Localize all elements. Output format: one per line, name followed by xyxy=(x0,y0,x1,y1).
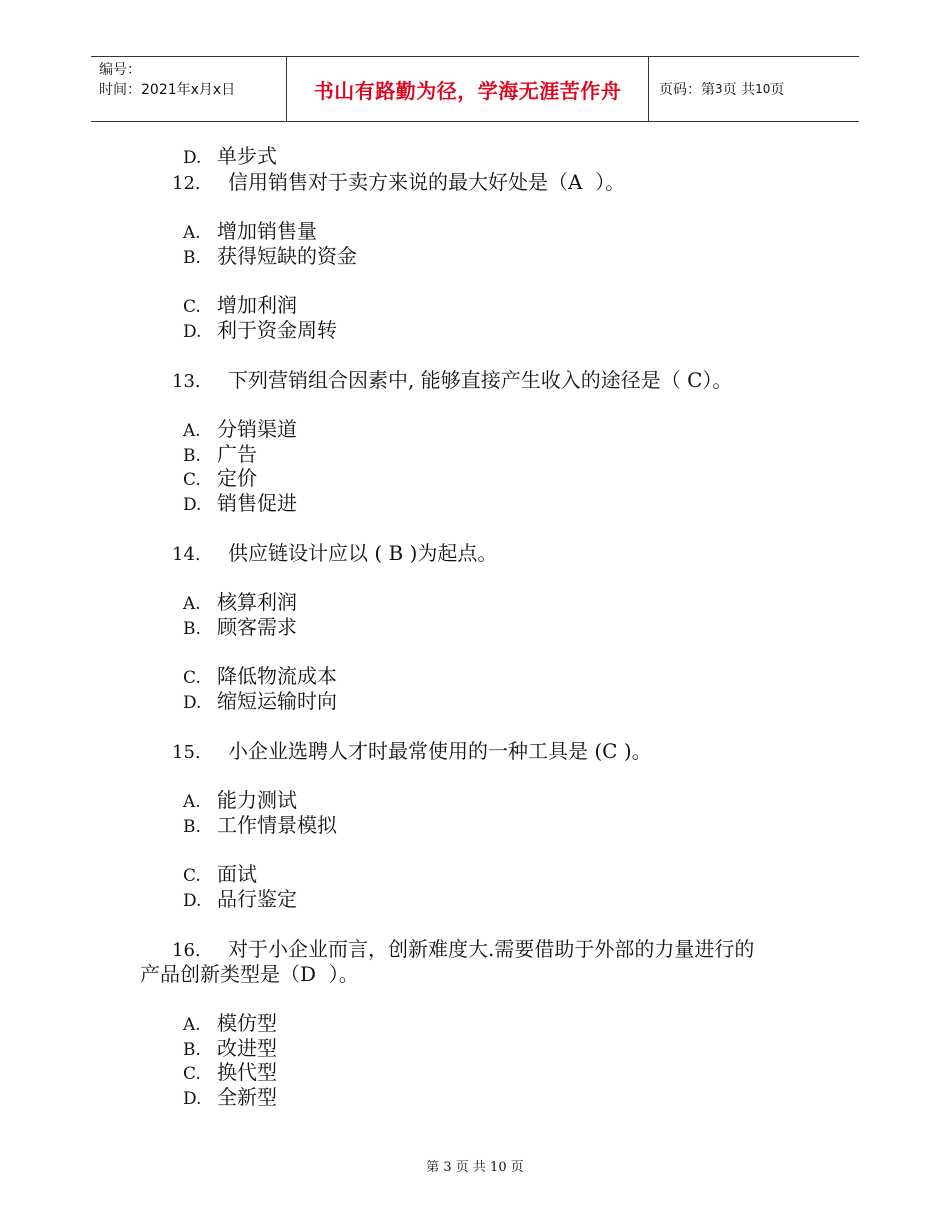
option-text: 面试 xyxy=(217,862,257,886)
question-text: 对于小企业而言，创新难度大.需要借助于外部的力量进行的 xyxy=(228,937,755,961)
option-label: A. xyxy=(183,1015,201,1035)
option-text: 换代型 xyxy=(217,1060,277,1084)
option-label: B. xyxy=(183,248,201,268)
option-text: 广告 xyxy=(217,442,257,466)
option-label: B. xyxy=(183,817,201,837)
option-q11-d xyxy=(183,144,277,170)
question-16-continuation: 产品创新类型是（D ）。 xyxy=(140,962,359,986)
option-label: D. xyxy=(183,148,202,168)
question-13 xyxy=(172,368,732,394)
option-label: A. xyxy=(183,594,201,614)
option-text: 获得短缺的资金 xyxy=(217,244,357,268)
option-q15-c xyxy=(183,862,257,888)
page-footer: 第 3 页 共 10 页 xyxy=(426,1160,524,1175)
date-label: 时间：2021年x月x日 xyxy=(99,82,236,98)
option-text: 工作情景模拟 xyxy=(217,813,337,837)
option-q13-a xyxy=(183,417,297,443)
header-page-info xyxy=(649,57,859,121)
question-number: 16. xyxy=(172,940,201,961)
question-text: 信用销售对于卖方来说的最大好处是（A ）。 xyxy=(228,170,626,194)
option-label: D. xyxy=(183,891,202,911)
option-q15-d xyxy=(183,887,297,913)
option-text: 核算利润 xyxy=(217,590,297,614)
option-q13-b xyxy=(183,442,257,468)
option-q12-c xyxy=(183,293,297,319)
header-meta xyxy=(91,57,287,121)
option-text: 分销渠道 xyxy=(217,417,297,441)
option-q16-c xyxy=(183,1060,277,1086)
option-label: C. xyxy=(183,866,201,886)
option-q13-c xyxy=(183,466,257,492)
option-text: 品行鉴定 xyxy=(217,887,297,911)
option-text: 单步式 xyxy=(217,144,277,168)
option-text: 能力测试 xyxy=(217,788,297,812)
option-q12-b xyxy=(183,244,357,270)
option-q15-a xyxy=(183,788,297,814)
question-12 xyxy=(172,170,625,196)
question-14 xyxy=(172,541,497,567)
option-text: 顾客需求 xyxy=(217,615,297,639)
option-label: A. xyxy=(183,223,201,243)
option-q16-d xyxy=(183,1085,277,1111)
option-label: C. xyxy=(183,1064,201,1084)
question-number: 13. xyxy=(172,371,201,392)
option-label: D. xyxy=(183,1089,202,1109)
question-text: 小企业选聘人才时最常使用的一种工具是 (C )。 xyxy=(228,739,652,763)
option-label: B. xyxy=(183,619,201,639)
option-q14-b xyxy=(183,615,297,641)
option-q14-d xyxy=(183,689,337,715)
option-text: 模仿型 xyxy=(217,1011,277,1035)
question-number: 15. xyxy=(172,742,201,763)
option-label: C. xyxy=(183,297,201,317)
option-label: D. xyxy=(183,693,202,713)
option-label: C. xyxy=(183,470,201,490)
option-text: 降低物流成本 xyxy=(217,664,337,688)
question-number: 14. xyxy=(172,544,201,565)
page-label: 页码：第 xyxy=(659,82,715,98)
option-q15-b xyxy=(183,813,337,839)
question-text: 供应链设计应以 ( B )为起点。 xyxy=(228,541,498,565)
option-q16-a xyxy=(183,1011,277,1037)
option-q16-b xyxy=(183,1036,277,1062)
serial-number-label: 编号： xyxy=(99,62,141,78)
option-q14-c xyxy=(183,664,337,690)
page-total: 10 xyxy=(755,82,771,96)
option-text: 利于资金周转 xyxy=(217,318,337,342)
option-text: 定价 xyxy=(217,466,257,490)
option-label: A. xyxy=(183,792,201,812)
option-q12-d xyxy=(183,318,337,344)
question-text: 下列营销组合因素中, 能够直接产生收入的途径是（ C）。 xyxy=(228,368,733,392)
option-q14-a xyxy=(183,590,297,616)
page-mid-label: 页 共 xyxy=(722,82,756,98)
option-q12-a xyxy=(183,219,317,245)
option-text: 改进型 xyxy=(217,1036,277,1060)
option-text: 全新型 xyxy=(217,1085,277,1109)
option-label: D. xyxy=(183,495,202,515)
header-motto: 书山有路勤为径，学海无涯苦作舟 xyxy=(287,57,649,121)
option-label: D. xyxy=(183,322,202,342)
page-number: 3 xyxy=(715,82,723,96)
option-text: 缩短运输时向 xyxy=(217,689,337,713)
page-header xyxy=(91,56,859,122)
page-end-label: 页 xyxy=(770,82,785,98)
option-text: 增加销售量 xyxy=(217,219,317,243)
option-text: 增加利润 xyxy=(217,293,297,317)
option-label: C. xyxy=(183,668,201,688)
option-label: B. xyxy=(183,1040,201,1060)
option-label: B. xyxy=(183,446,201,466)
question-15 xyxy=(172,739,652,765)
option-text: 销售促进 xyxy=(217,491,297,515)
question-number: 12. xyxy=(172,173,201,194)
question-16 xyxy=(172,937,754,963)
option-q13-d xyxy=(183,491,297,517)
option-label: A. xyxy=(183,421,201,441)
